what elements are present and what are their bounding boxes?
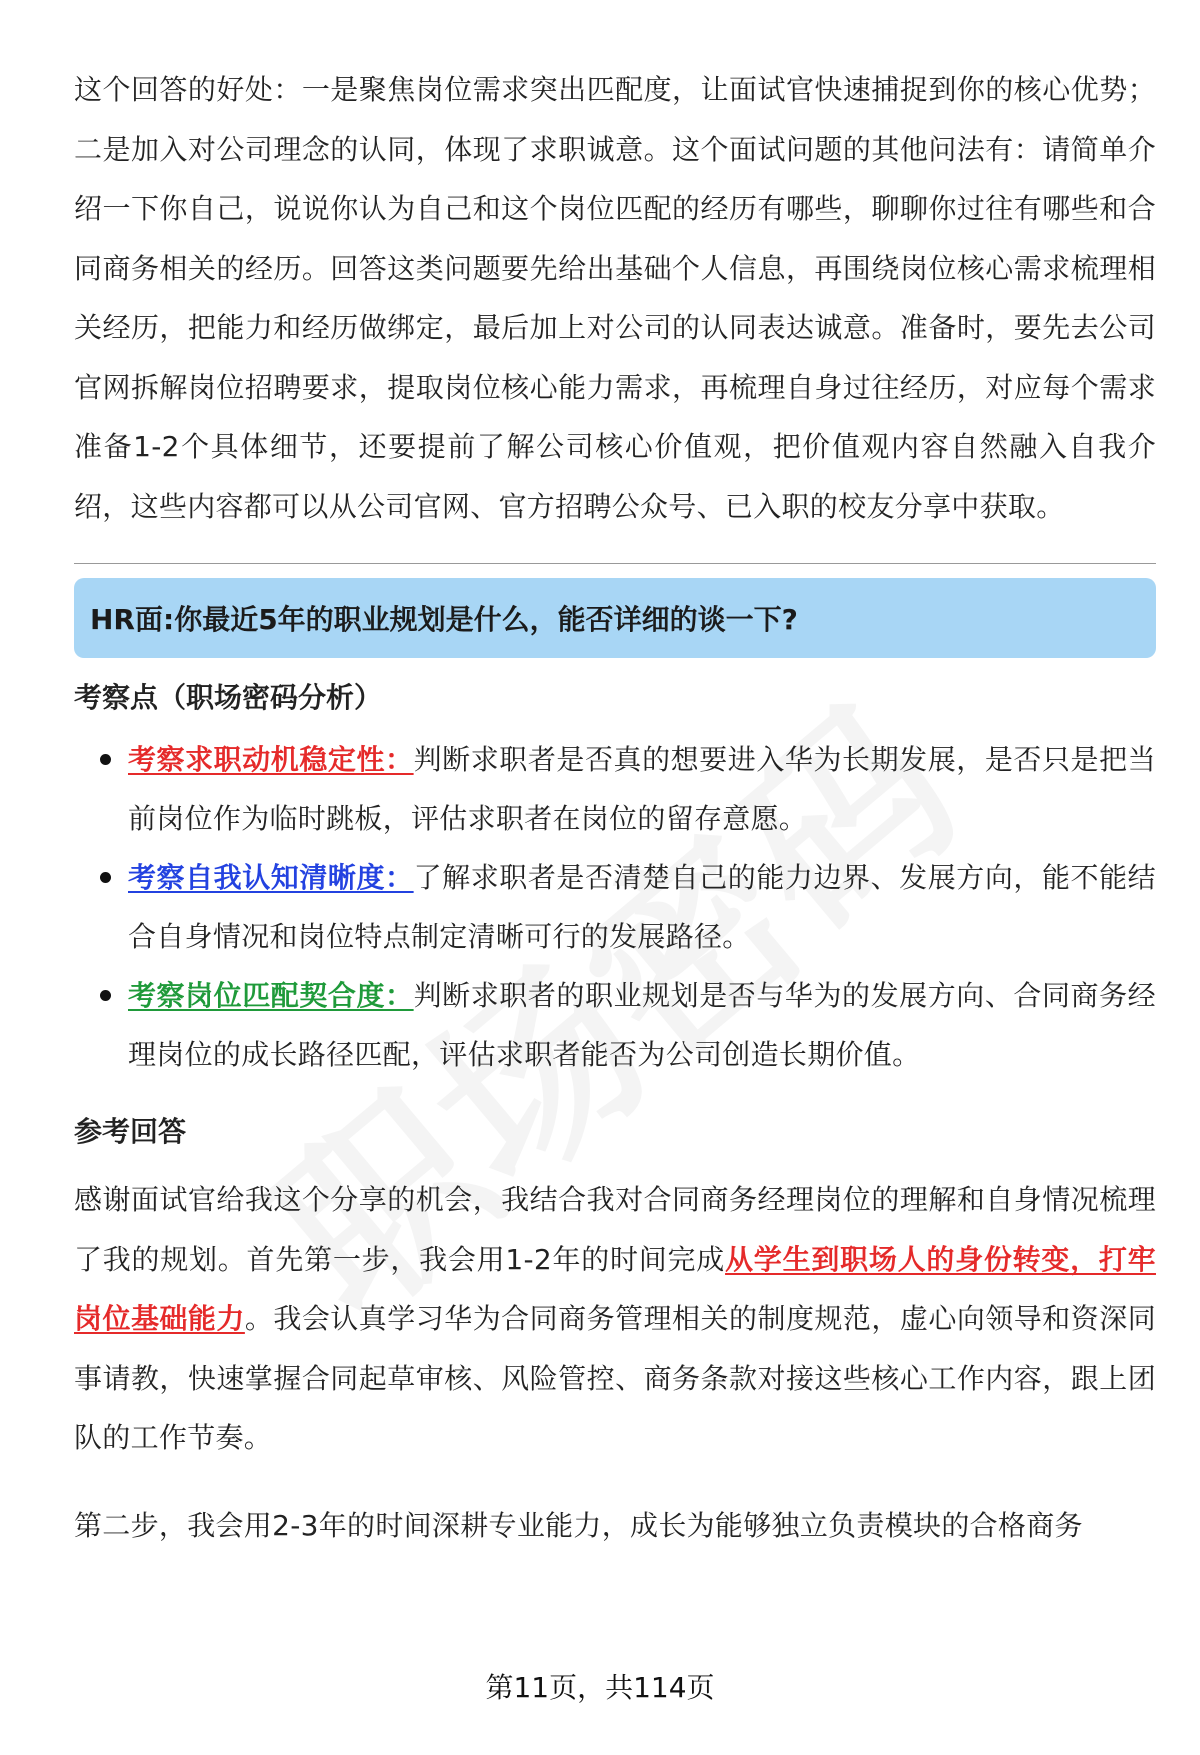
list-item	[128, 848, 1156, 966]
question-text: HR面:你最近5年的职业规划是什么，能否详细的谈一下?	[90, 603, 798, 636]
bullet-text: 了解求职者是否清楚自己的能力边界、发展方向，能不能结合自身情况和岗位特点制定清晰可行的发展路径。	[128, 861, 1156, 953]
list-item	[128, 966, 1156, 1084]
question-box	[74, 578, 1156, 658]
section-divider	[74, 563, 1156, 564]
reference-answer-title: 参考回答	[74, 1115, 187, 1148]
bullet-key: 考察求职动机稳定性：	[128, 743, 414, 776]
answer-text: 。我会认真学习华为合同商务管理相关的制度规范，虚心向领导和资深同事请教，快速掌握合同起草审核、风险管控、商务条款对接这些核心工作内容，跟上团队的工作节奏。	[74, 1302, 1156, 1454]
bullet-key: 考察自我认知清晰度：	[128, 861, 414, 894]
bullet-text: 判断求职者是否真的想要进入华为长期发展，是否只是把当前岗位作为临时跳板，评估求职者在岗位的留存意愿。	[128, 743, 1156, 835]
answer-paragraph-1	[74, 1170, 1156, 1468]
bullet-text: 判断求职者的职业规划是否与华为的发展方向、合同商务经理岗位的成长路径匹配，评估求职者能否为公司创造长期价值。	[128, 979, 1156, 1071]
answer-highlight: 从学生到职场人的身份转变，打牢岗位基础能力	[74, 1242, 1156, 1335]
exam-points-list	[74, 730, 1156, 1084]
bullet-key: 考察岗位匹配契合度：	[128, 979, 414, 1012]
list-item	[128, 730, 1156, 848]
page-footer: 第11页，共114页	[485, 1671, 715, 1704]
exam-points-title: 考察点（职场密码分析）	[74, 681, 383, 714]
answer-text: 感谢面试官给我这个分享的机会，我结合我对合同商务经理岗位的理解和自身情况梳理了我的规划。首先第一步，我会用1-2年的时间完成	[74, 1183, 1156, 1276]
document-page	[74, 60, 1156, 1555]
intro-paragraph: 这个回答的好处：一是聚焦岗位需求突出匹配度，让面试官快速捕捉到你的核心优势；二是加入对公司理念的认同，体现了求职诚意。这个面试问题的其他问法有：请简单介绍一下你自己，说说你认为自己和这个岗位匹配的经历有哪些，聊聊你过往有哪些和合同商务相关的经历。回答这类问题要先给出基础个人信息，再围绕岗位核心需求梳理相关经历，把能力和经历做绑定，最后加上对公司的认同表达诚意。准备时，要先去公司官网拆解岗位招聘要求，提取岗位核心能力需求，再梳理自身过往经历，对应每个需求准备1-2个具体细节，还要提前了解公司核心价值观，把价值观内容自然融入自我介绍，这些内容都可以从公司官网、官方招聘公众号、已入职的校友分享中获取。	[74, 73, 1156, 523]
paragraph-gap	[74, 1468, 1156, 1496]
answer-paragraph-2: 第二步，我会用2-3年的时间深耕专业能力，成长为能够独立负责模块的合格商务	[74, 1508, 1083, 1542]
